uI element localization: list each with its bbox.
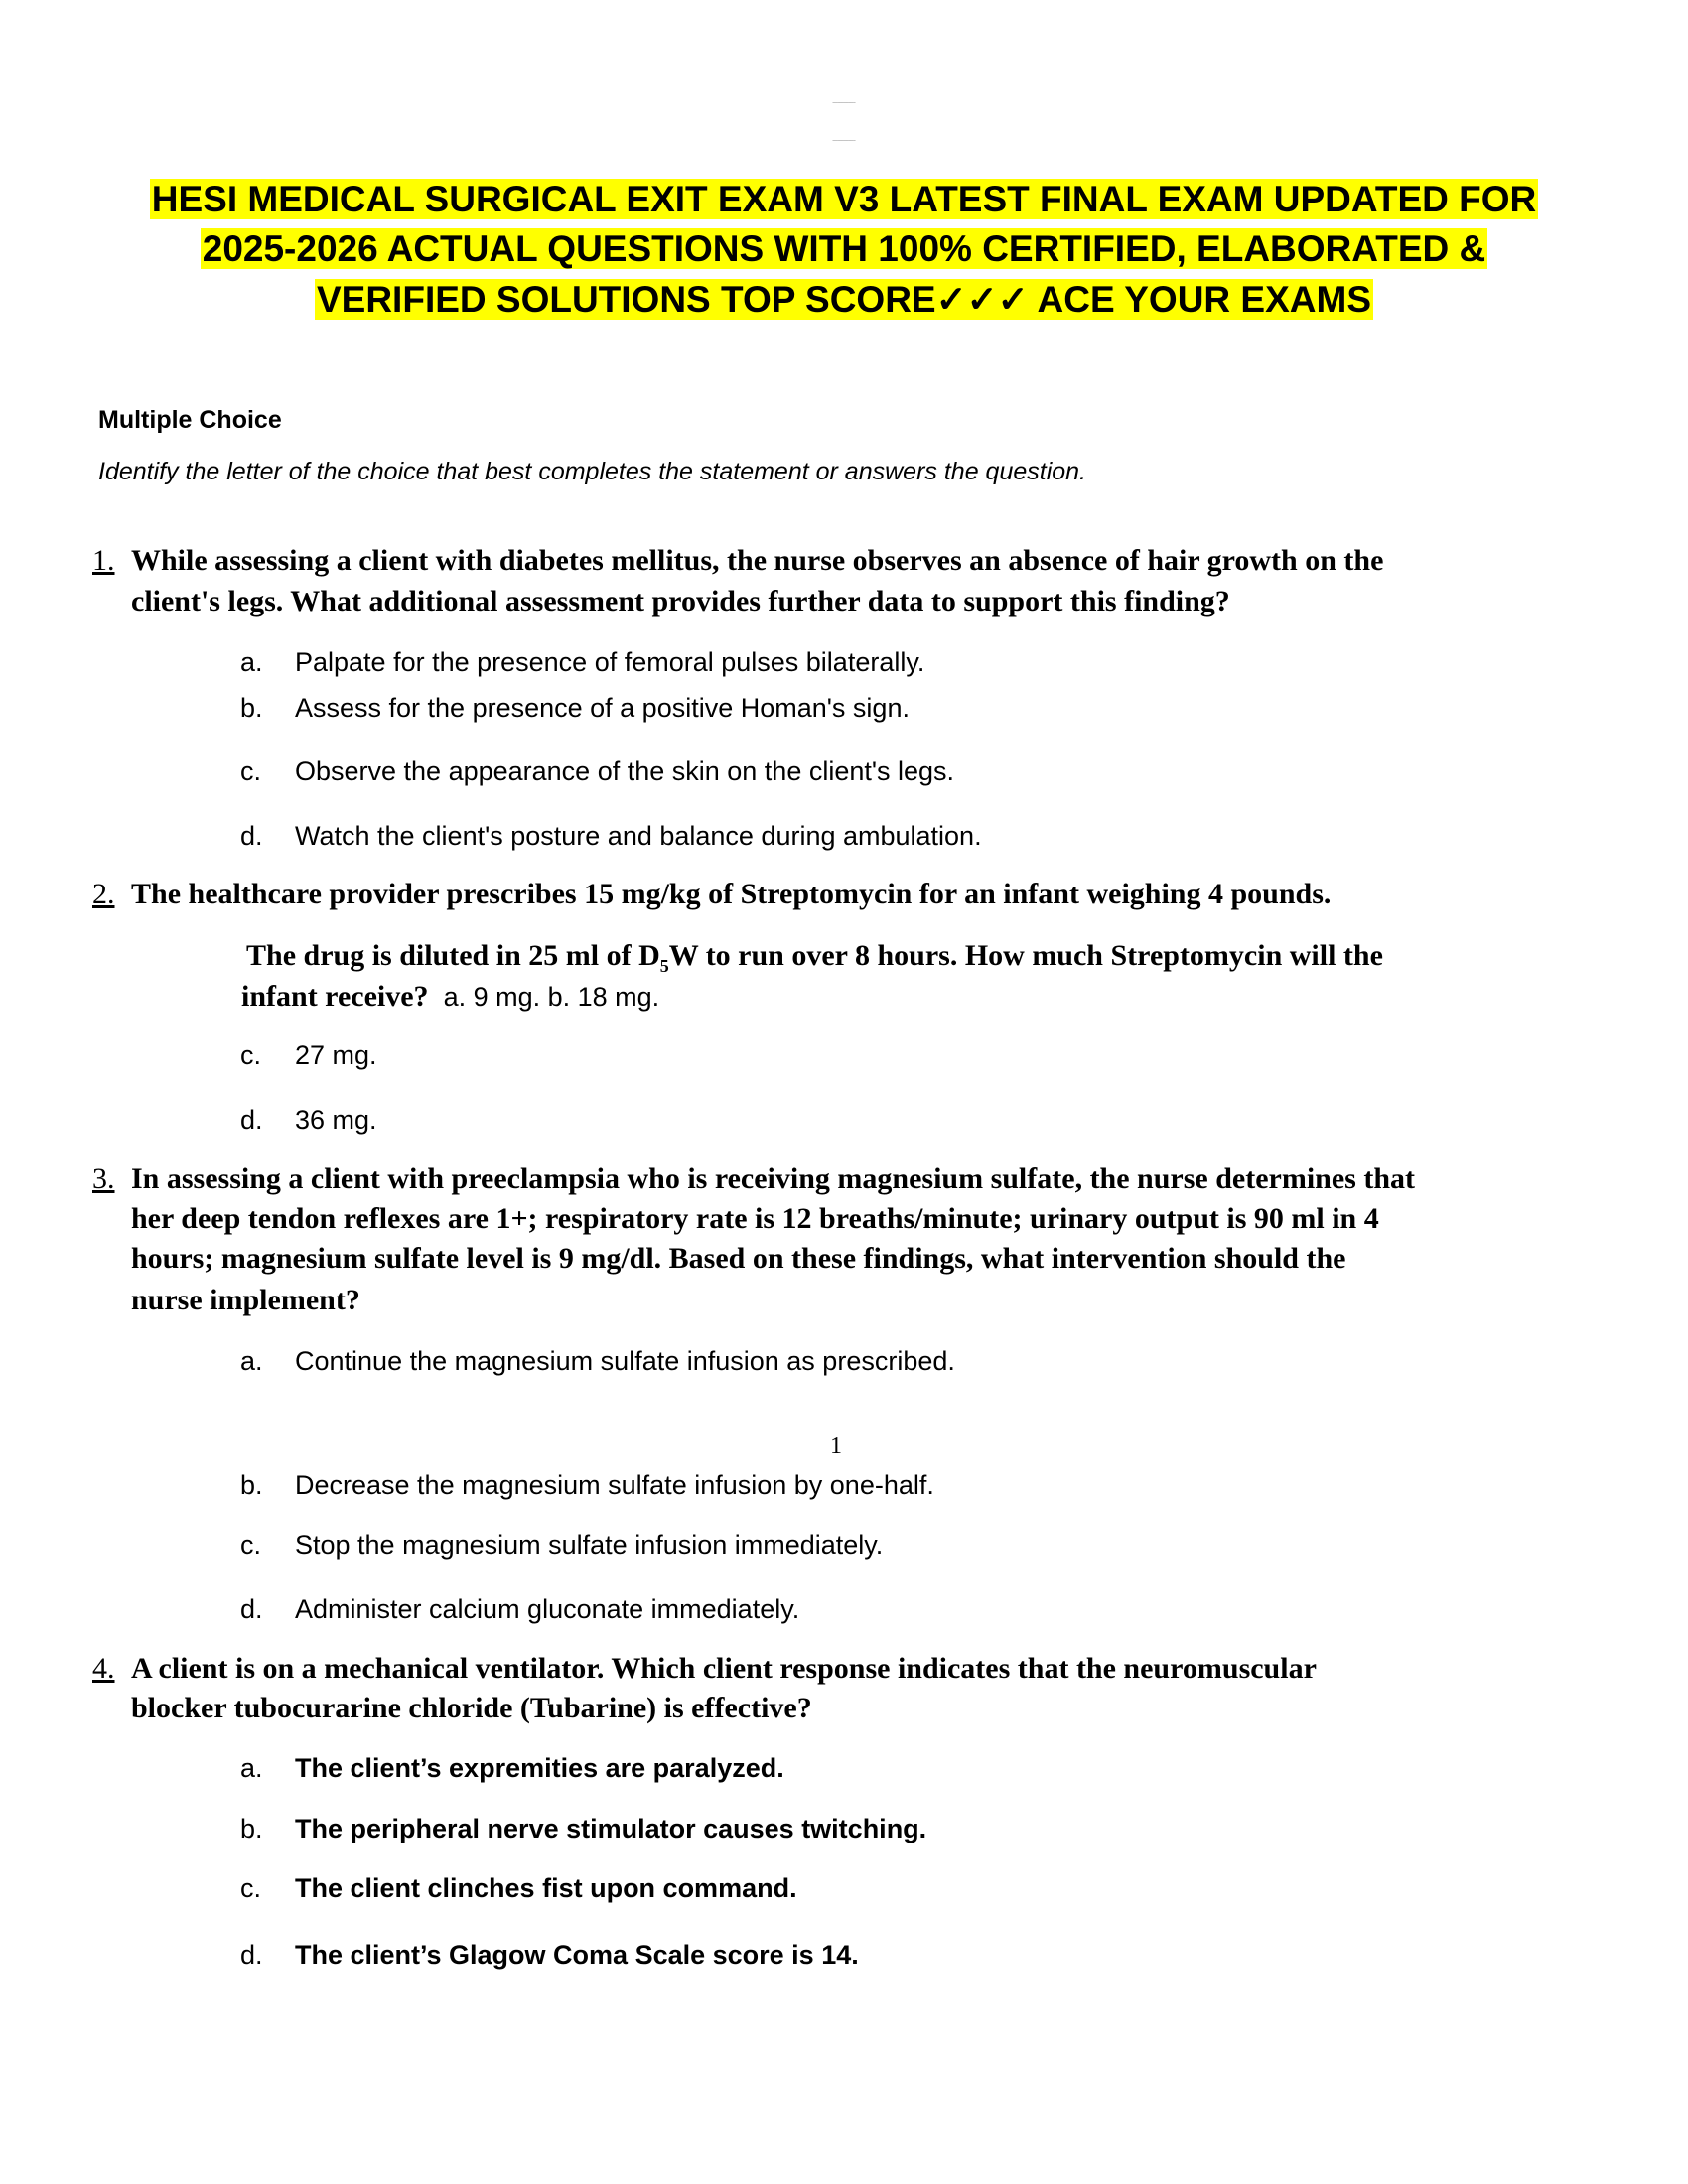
option-letter: c. <box>240 1530 262 1560</box>
question-text: blocker tubocurarine chloride (Tubarine) is effective? <box>131 1692 812 1724</box>
option-letter: d. <box>240 821 263 851</box>
question-number: 3. <box>92 1162 115 1195</box>
option-text: Administer calcium gluconate immediately. <box>295 1594 800 1624</box>
option-text: The client’s expremities are paralyzed. <box>295 1753 784 1783</box>
title-line: HESI MEDICAL SURGICAL EXIT EXAM V3 LATEST FINAL EXAM UPDATED FOR <box>151 179 1537 219</box>
question-text: client's legs. What additional assessment provides further data to support this finding? <box>131 585 1230 617</box>
option-text: The peripheral nerve stimulator causes twitching. <box>295 1814 927 1843</box>
option-letter: a. <box>240 647 263 677</box>
option-text: 36 mg. <box>295 1105 377 1135</box>
header-mark: ▁▁▁▁▁▁▁▁▁▁ <box>832 99 856 103</box>
option-letter: d. <box>240 1940 263 1970</box>
option-text: Palpate for the presence of femoral pulses bilaterally. <box>295 647 925 677</box>
section-instruction: Identify the letter of the choice that best completes the statement or answers the question. <box>98 458 1087 485</box>
question-number: 1. <box>92 544 115 577</box>
section-heading: Multiple Choice <box>98 406 282 434</box>
question-text: A client is on a mechanical ventilator. Which client response indicates that the neuromuscular <box>131 1652 1317 1685</box>
option-letter: c. <box>240 756 262 786</box>
option-letter: d. <box>240 1105 263 1135</box>
question-number: 4. <box>92 1652 115 1685</box>
title-line: 2025-2026 ACTUAL QUESTIONS WITH 100% CERTIFIED, ELABORATED & <box>202 228 1486 269</box>
option-text: 27 mg. <box>295 1040 377 1070</box>
option-text: The client clinches fist upon command. <box>295 1873 797 1903</box>
option-letter: b. <box>240 1470 263 1500</box>
option-letter: a. <box>240 1346 263 1376</box>
question-text: nurse implement? <box>131 1284 360 1316</box>
option-text: Decrease the magnesium sulfate infusion by one-half. <box>295 1470 934 1500</box>
option-text: Continue the magnesium sulfate infusion as prescribed. <box>295 1346 955 1376</box>
option-letter: b. <box>240 1814 263 1843</box>
option-letter: c. <box>240 1040 262 1070</box>
question-text: The drug is diluted in 25 ml of $D_5W$ to run over 8 hours. How much Streptomycin will the <box>246 939 1383 976</box>
option-text: Stop the magnesium sulfate infusion immediately. <box>295 1530 884 1560</box>
question-text: her deep tendon reflexes are 1+; respiratory rate is 12 breaths/minute; urinary output is 90 ml in 4 <box>131 1202 1379 1235</box>
option-letter: b. <box>240 693 263 723</box>
question-text: hours; magnesium sulfate level is 9 mg/dl. Based on these findings, what intervention should the <box>131 1242 1346 1275</box>
title-line: VERIFIED SOLUTIONS TOP SCORE✓✓✓ ACE YOUR EXAMS <box>316 279 1371 320</box>
header-mark: ▁▁▁▁▁▁▁▁▁▁ <box>832 137 856 141</box>
page-number: 1 <box>830 1433 842 1459</box>
option-letter: a. <box>240 1753 263 1783</box>
option-text: The client’s Glagow Coma Scale score is 14. <box>295 1940 859 1970</box>
question-number: 2. <box>92 878 115 910</box>
option-text: Observe the appearance of the skin on the client's legs. <box>295 756 955 786</box>
question-text: infant receive? a. 9 mg. b. 18 mg. <box>241 980 660 1013</box>
question-text: The healthcare provider prescribes 15 mg/kg of Streptomycin for an infant weighing 4 pounds. <box>131 878 1332 910</box>
option-letter: d. <box>240 1594 263 1624</box>
option-text: Assess for the presence of a positive Homan's sign. <box>295 693 910 723</box>
question-text: In assessing a client with preeclampsia who is receiving magnesium sulfate, the nurse determines that <box>131 1162 1416 1195</box>
option-letter: c. <box>240 1873 262 1903</box>
inline-options: a. 9 mg. b. 18 mg. <box>443 982 660 1012</box>
question-text: While assessing a client with diabetes mellitus, the nurse observes an absence of hair growth on the <box>131 544 1384 577</box>
option-text: Watch the client's posture and balance during ambulation. <box>295 821 982 851</box>
